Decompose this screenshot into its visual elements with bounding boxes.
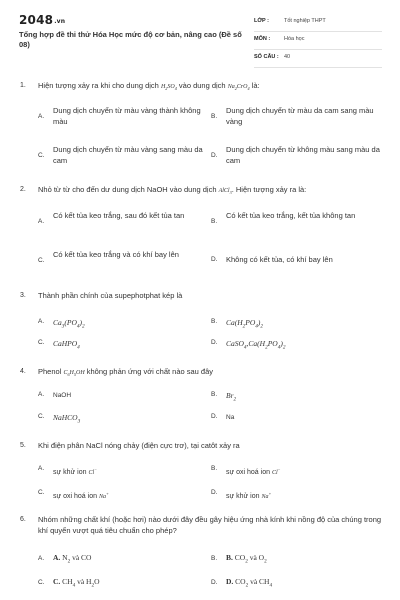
formula-cah2po42: $Ca(H_2PO_4)_2$	[226, 318, 264, 330]
question-number: 6.	[20, 516, 26, 523]
meta-row-subject	[254, 32, 382, 50]
question-text: Thành phần chính của supephotphat kép là	[38, 291, 183, 300]
option-b-formula: B. $CO_2$ và $O_2$	[226, 553, 267, 565]
formula-cahpo4: CaHPO$_4$	[53, 339, 80, 351]
formula-caso4-cah2po42: $CaSO_4,Ca(H_2PO_4)_2$	[226, 339, 286, 351]
header	[0, 0, 400, 68]
question-number: 4.	[20, 368, 26, 375]
question-text: Nhỏ từ từ cho đến dư dung dịch NaOH vào dung dịch AlCl$_3$. Hiện tượng xảy ra là:	[38, 185, 307, 196]
formula-na2cro4: $Na_2CrO_4$	[227, 84, 250, 92]
formula-cl-ion: Cl−	[88, 467, 97, 476]
meta-label: LỚP :	[254, 18, 269, 24]
meta-row-count	[254, 50, 382, 68]
logo-text: 2048	[19, 13, 54, 27]
exam-meta	[254, 14, 382, 68]
formula-na-ion: Na+	[98, 491, 109, 500]
question-text: Hiện tượng xảy ra khi cho dung dịch $H_2SO_4$ vào dung dịch $Na_2CrO_4$ là:	[38, 81, 260, 92]
meta-label: SỐ CÂU :	[254, 54, 279, 60]
question-number: 1.	[20, 82, 26, 89]
exam-page: 2048.vn Tổng hợp đề thi thử Hóa Học mức độ cơ bản, nâng cao (Đề số 08) LỚP : Tốt nghiệp THPT MÔN : Hóa học SỐ CÂU : 40 1. Hiện tượng xảy ra khi cho dung dịch $H_2SO_4$ vào dung dịch $Na_2CrO_4$ là: A. Dung dịch chuyển từ màu vàng thành không màu B. Dung dịch chuyển từ màu da cam sang màu vàng C. Dung dịch chuyển từ màu vàng sang màu da cam D. Dung dịch chuyển từ không màu sang màu da cam 2. Nhỏ từ từ cho đến dư dung dịch NaOH vào dung dịch AlCl$_3$. Hiện tượng xảy ra là: A. Có kết tủa keo trắng, sau đó kết tủa tan B. Có kết tủa keo trắng, kết tủa không tan C. Có kết tủa keo trắng và có khí bay lên D. Không có kết tủa, có khí bay lên 3. Thành phần chính của supephotphat kép là A. $Ca_3(PO_4)_2$ B. $Ca(H_2PO_4)_2$ C. CaHPO$_4$ D. $CaSO_4,Ca(H_2PO_4)_2$ 4. Phenol $C_6H_5OH$ không phản ứng với chất nào sau đây A. NaOH B. $Br_2$ C. NaHCO$_3$ D. Na 5. Khi điện phân NaCl nóng chảy (điện cực trơ), tại catôt xảy ra A. sự khử ion Cl− B. sự oxi hoá ion Cl− C. sự oxi hoá ion Na+ D. sự khử ion Na+ 6. Nhóm những chất khí (hoặc hơi) nào dưới đây đều gây hiệu ứng nhà kính khi nồng độ của chúng trong khí quyển vượt quá tiêu chuẩn cho phép? A. A. $N_2$ và CO B. B. $CO_2$ và $O_2$ C. C. $CH_4$ và $H_2O$ D. D. $CO_2$ và $CH_4$	[0, 0, 400, 600]
option-c-formula: C. $CH_4$ và $H_2O$	[53, 577, 100, 589]
formula-cl-ion: Cl−	[271, 467, 281, 476]
formula-c6h5oh: $C_6H_5OH$	[63, 370, 85, 378]
formula-br2: $Br_2$	[226, 391, 237, 403]
option-a-formula: A. $N_2$ và CO	[53, 553, 92, 565]
page-title: Tổng hợp đề thi thử Hóa Học mức độ cơ bản, nâng cao (Đề số 08)	[19, 30, 242, 49]
formula-ca3po42: $Ca_3(PO_4)_2$	[53, 318, 85, 330]
question-text: Khi điện phân NaCl nóng chảy (điện cực trơ), tại catôt xảy ra	[38, 441, 240, 450]
question-text: Phenol $C_6H_5OH$ không phản ứng với chất nào sau đây	[38, 367, 214, 378]
formula-h2so4: $H_2SO_4$	[160, 84, 177, 92]
option-d-formula: D. $CO_2$ và $CH_4$	[226, 577, 273, 589]
meta-value: 40	[284, 54, 291, 60]
meta-label: MÔN :	[254, 36, 271, 42]
question-number: 5.	[20, 442, 26, 449]
meta-value: Tốt nghiệp THPT	[284, 18, 326, 24]
logo-suffix: .vn	[54, 18, 66, 25]
question-number: 2.	[20, 186, 26, 193]
question-number: 3.	[20, 292, 26, 299]
formula-nahco3: NaHCO$_3$	[53, 413, 81, 425]
meta-row-class	[254, 14, 382, 32]
formula-na-ion: Na+	[261, 491, 272, 500]
formula-alcl3: AlCl$_3$	[218, 188, 232, 196]
site-logo[interactable]	[19, 13, 65, 27]
question-text: Nhóm những chất khí (hoặc hơi) nào dưới đây đều gây hiệu ứng nhà kính khi nồng độ của chúng trong khí quyển vượt quá tiêu chuẩn cho phép?	[38, 515, 382, 535]
meta-value: Hóa học	[284, 36, 305, 42]
